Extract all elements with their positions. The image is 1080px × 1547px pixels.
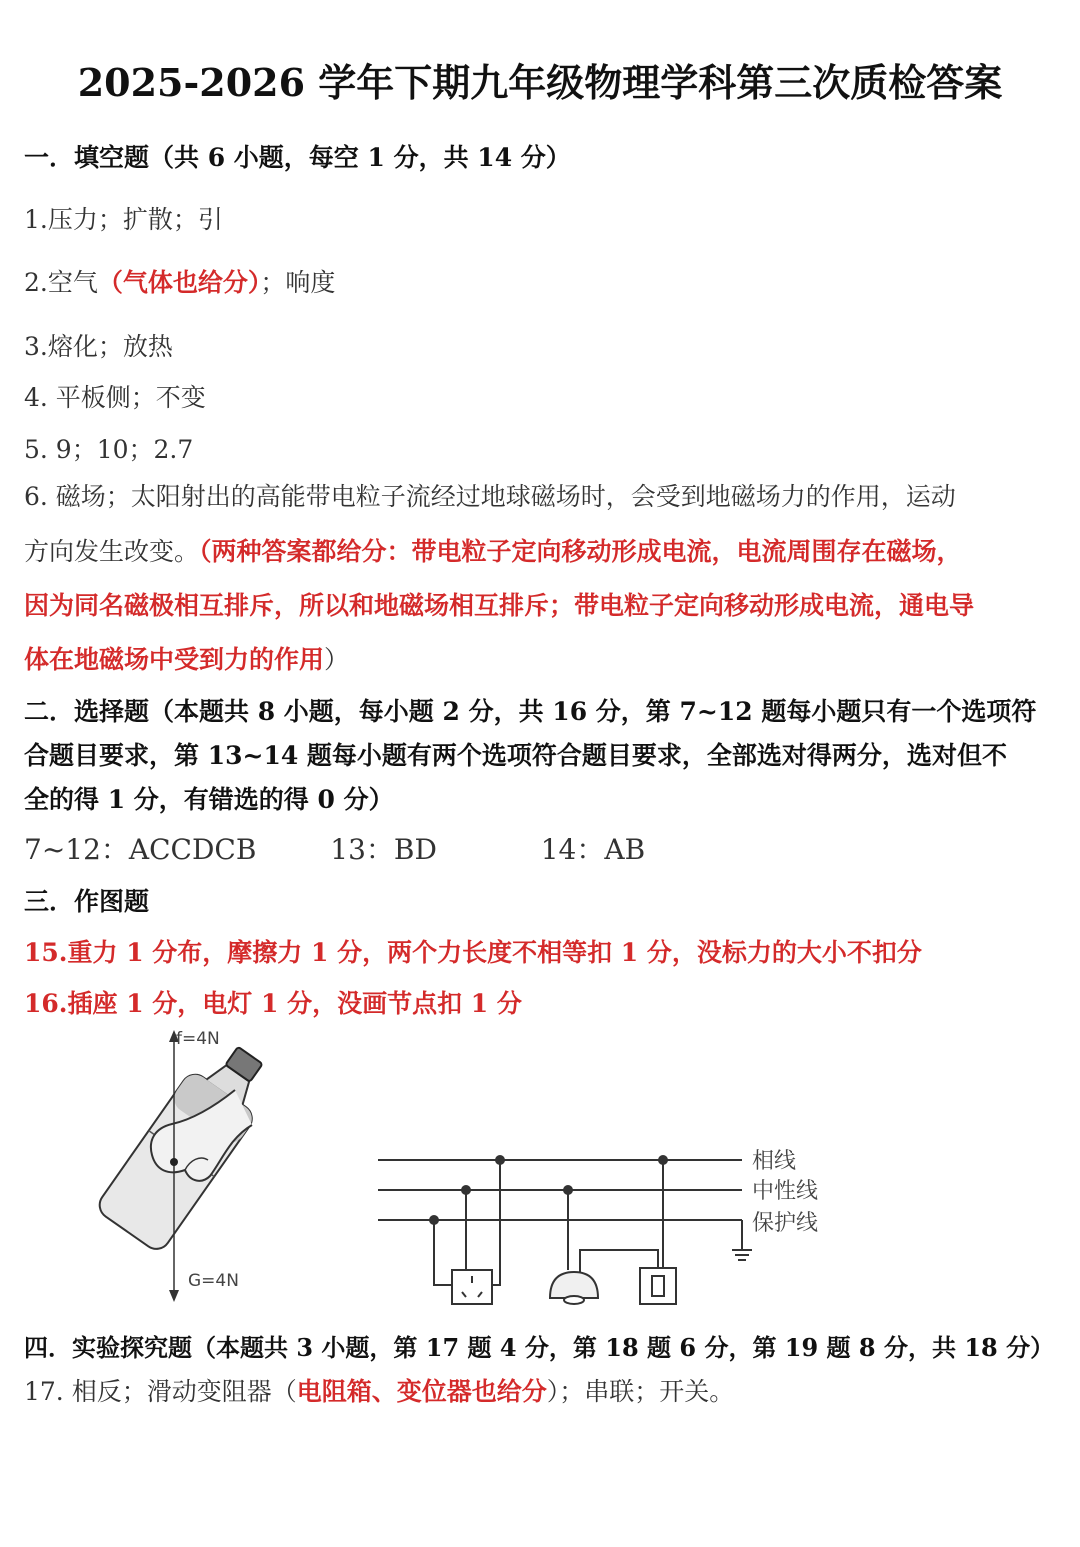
gravity-label: G=4N [188,1271,239,1291]
answer-q6-note: （两种答案都给分：带电粒子定向移动形成电流，电流周围存在磁场， [199,537,962,566]
page-title: 2025-2026 学年下期九年级物理学科第三次质检答案 [77,60,1003,105]
answer-q17-tail: ）；串联；开关。 [546,1377,735,1406]
answer-q6-main: 方向发生改变。 [24,537,200,566]
gravity-arrow-head [169,1290,179,1302]
answer-q17-main: 17. 相反；滑动变阻器（ [24,1377,297,1406]
answer-q17 [24,1372,734,1408]
answer-q4: 4. 平板侧；不变 [24,383,206,412]
force-diagram [40,1020,270,1310]
junction-node [563,1185,573,1195]
answer-q6-close: ） [324,645,350,674]
ground-wire-label: 保护线 [752,1211,819,1236]
answers-14: 14：AB [540,833,646,866]
friction-label: f=4N [176,1029,220,1049]
answer-q6-line2 [24,532,962,568]
answer-q3: 3.熔化；放热 [24,332,173,361]
answer-q2-tail: ；响度 [260,268,336,297]
section-2-heading-line2: 合题目要求，第 13~14 题每小题有两个选项符合题目要求，全部选对得两分，选对但不 [24,741,1007,770]
answer-q2-main: 2.空气 [24,268,98,297]
section-1-heading: 一．填空题（共 6 小题，每空 1 分，共 14 分） [24,143,571,172]
neutral-wire-label: 中性线 [752,1179,819,1204]
section-4-heading: 四．实验探究题（本题共 3 小题，第 17 题 4 分，第 18 题 6 分，第 19 题 8 分，共 18 分） [24,1333,1055,1362]
answer-q2-note: （气体也给分） [97,268,261,297]
junction-node [658,1155,668,1165]
live-wire-label: 相线 [752,1149,797,1174]
lamp-icon [550,1272,598,1304]
answer-q16: 16.插座 1 分，电灯 1 分，没画节点扣 1 分 [24,989,522,1018]
section-2-heading-line1: 二．选择题（本题共 8 小题，每小题 2 分，共 16 分，第 7~12 题每小题只有一个选项符 [24,697,1037,726]
section-3-heading: 三．作图题 [24,887,150,916]
answer-q5: 5. 9；10；2.7 [24,435,194,464]
answer-q6-line3: 因为同名磁极相互排斥，所以和地磁场相互排斥；带电粒子定向移动形成电流，通电导 [24,591,975,620]
switch-icon [640,1268,676,1304]
answer-q15: 15.重力 1 分布，摩擦力 1 分，两个力长度不相等扣 1 分，没标力的大小不扣分 [24,938,922,967]
circuit-diagram [370,1140,840,1320]
junction-node [461,1185,471,1195]
answer-q6-note-end: 体在地磁场中受到力的作用 [24,645,325,674]
force-point [170,1158,178,1166]
choice-answers [24,828,645,868]
junction-node [495,1155,505,1165]
section-2-heading-line3: 全的得 1 分，有错选的得 0 分） [24,785,394,814]
answer-q6-line1: 6. 磁场；太阳射出的高能带电粒子流经过地球磁场时，会受到地磁场力的作用，运动 [24,482,956,511]
socket-icon [452,1270,492,1304]
answer-q6-line4 [24,640,349,676]
answers-13: 13：BD [330,833,437,866]
answer-q2 [24,263,335,299]
answer-q1: 1.压力；扩散；引 [24,205,223,234]
answers-7-12: 7~12：ACCDCB [24,833,257,866]
junction-node [429,1215,439,1225]
answer-q17-note: 电阻箱、变位器也给分 [296,1377,547,1406]
